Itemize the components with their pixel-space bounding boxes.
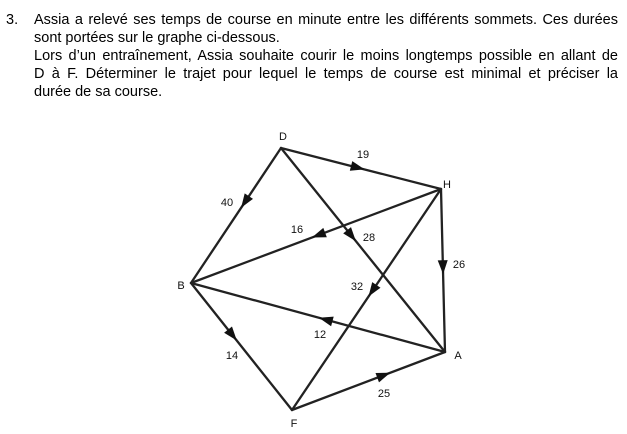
arrowhead-icon	[438, 260, 448, 274]
edge-line	[292, 352, 445, 410]
edge-A-B	[191, 280, 445, 352]
vertex-label-H: H	[443, 178, 451, 191]
edge-line	[191, 148, 281, 283]
edge-weight-label: 25	[377, 387, 391, 400]
arrowhead-icon	[312, 228, 327, 238]
edges	[191, 148, 465, 410]
arrowhead-icon	[241, 193, 253, 207]
edge-weight-label: 28	[362, 231, 376, 244]
arrowhead-icon	[319, 317, 334, 327]
edge-B-F	[191, 283, 292, 410]
question-line-1: Assia a relevé ses temps de course en minute entre les différents sommets. Ces durées	[34, 12, 618, 28]
vertex-label-A: A	[454, 349, 462, 362]
edge-weight-label: 32	[350, 280, 364, 293]
question-line-2: sont portées sur le graphe ci-dessous.	[34, 30, 280, 46]
question-line-3: Lors d’un entraînement, Assia souhaite courir le moins longtemps possible en allant de	[34, 48, 618, 64]
edge-F-A	[292, 352, 445, 410]
edge-D-A	[281, 148, 445, 352]
vertex-label-B: B	[177, 279, 185, 292]
edge-D-B	[191, 148, 281, 283]
edge-line	[191, 283, 292, 410]
edge-weight-label: 14	[225, 349, 239, 362]
edge-H-F	[292, 189, 441, 410]
question-line-4: D à F. Déterminer le trajet pour lequel le temps de course est minimal et préciser la	[34, 66, 618, 82]
edge-D-H	[281, 148, 441, 189]
arrowhead-icon	[376, 373, 391, 383]
edge-weight-label: 40	[220, 196, 234, 209]
edge-weight-label: 26	[452, 258, 466, 271]
question-number: 3.	[6, 12, 19, 28]
vertices	[177, 131, 462, 430]
edge-line	[292, 189, 441, 410]
arrowhead-icon	[350, 161, 365, 171]
question-line-5: durée de sa course.	[34, 84, 163, 100]
edge-H-A	[438, 189, 465, 352]
vertex-label-D: D	[279, 130, 287, 143]
edge-weight-label: 16	[290, 223, 304, 236]
arrowhead-icon	[369, 282, 381, 296]
edge-weight-label: 12	[313, 328, 327, 341]
vertex-label-F: F	[290, 417, 298, 430]
edge-line	[191, 280, 445, 352]
edge-line	[281, 148, 445, 352]
edge-weight-label: 19	[356, 148, 370, 161]
